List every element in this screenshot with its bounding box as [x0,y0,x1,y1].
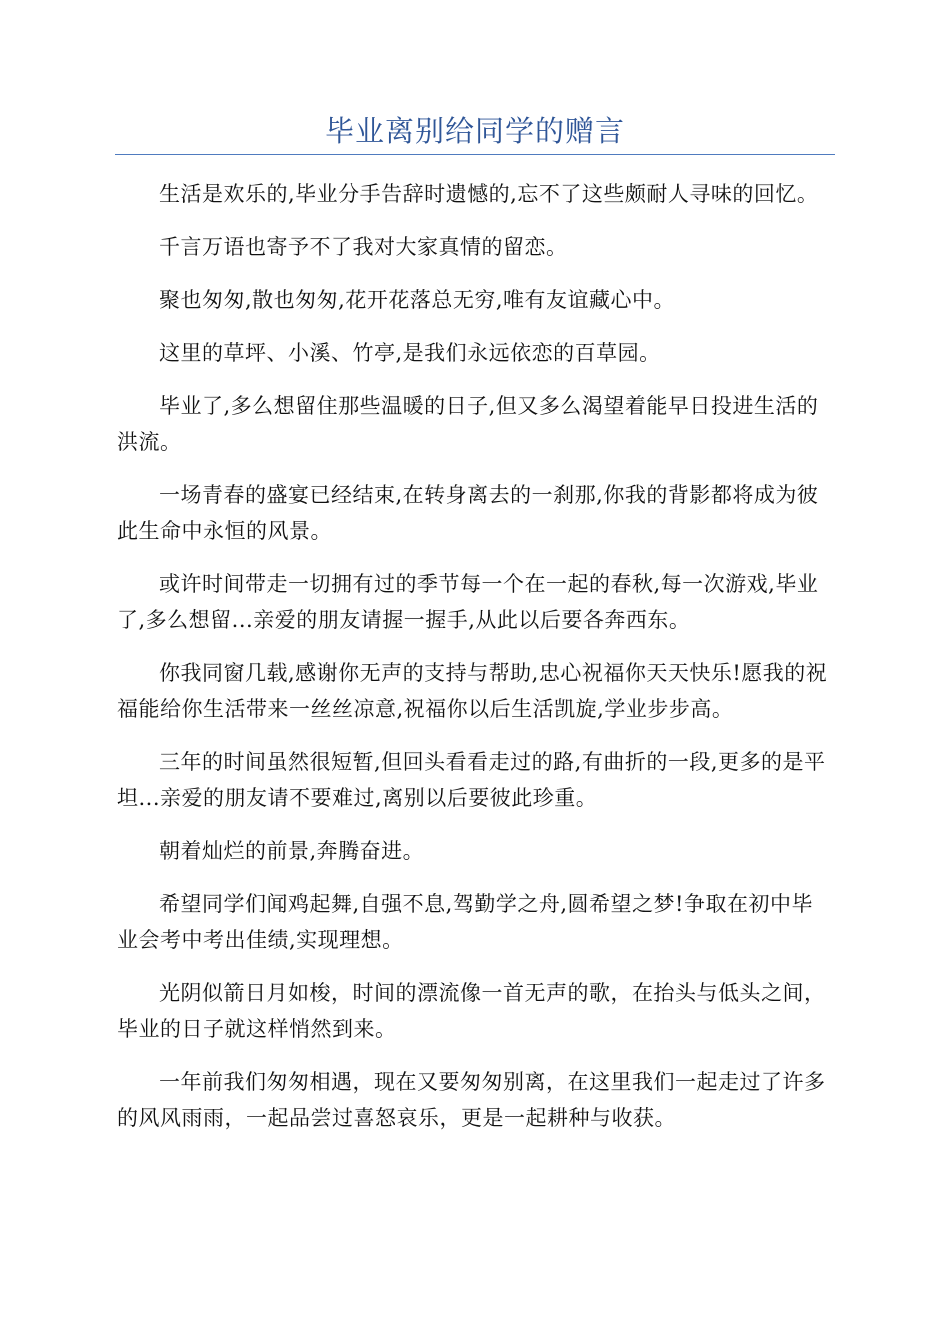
paragraph: 一场青春的盛宴已经结束,在转身离去的一刹那,你我的背影都将成为彼此生命中永恒的风景。 [117,483,819,543]
paragraph: 朝着灿烂的前景,奔腾奋进。 [159,839,425,863]
paragraph: 三年的时间虽然很短暂,但回头看看走过的路,有曲折的一段,更多的是平坦...亲爱的朋友请不要难过,离别以后要彼此珍重。 [117,750,826,810]
paragraph: 千言万语也寄予不了我对大家真情的留恋。 [159,235,568,259]
paragraph: 这里的草坪、小溪、竹亭,是我们永远依恋的百草园。 [159,341,661,365]
paragraph: 聚也匆匆,散也匆匆,花开花落总无穷,唯有友谊藏心中。 [159,288,676,312]
paragraph: 希望同学们闻鸡起舞,自强不息,驾勤学之舟,圆希望之梦!争取在初中毕业会考中考出佳绩,实现理想。 [117,892,813,952]
page-title: 毕业离别给同学的赠言 [324,114,625,148]
document-body [117,176,833,1153]
paragraph: 一年前我们匆匆相遇，现在又要匆匆别离，在这里我们一起走过了许多的风风雨雨，一起品尝过喜怒哀乐，更是一起耕种与收获。 [117,1070,826,1130]
paragraph: 光阴似箭日月如梭，时间的漂流像一首无声的歌，在抬头与低头之间，毕业的日子就这样悄然到来。 [117,981,826,1041]
paragraph: 毕业了,多么想留住那些温暖的日子,但又多么渴望着能早日投进生活的洪流。 [117,394,819,454]
paragraph: 或许时间带走一切拥有过的季节每一个在一起的春秋,每一次游戏,毕业了,多么想留...亲爱的朋友请握一握手,从此以后要各奔西东。 [117,572,819,632]
paragraph: 你我同窗几载,感谢你无声的支持与帮助,忠心祝福你天天快乐!愿我的祝福能给你生活带来一丝丝凉意,祝福你以后生活凯旋,学业步步高。 [117,661,828,721]
title-block [115,112,835,155]
paragraph: 生活是欢乐的,毕业分手告辞时遗憾的,忘不了这些颇耐人寻味的回忆。 [159,182,819,206]
